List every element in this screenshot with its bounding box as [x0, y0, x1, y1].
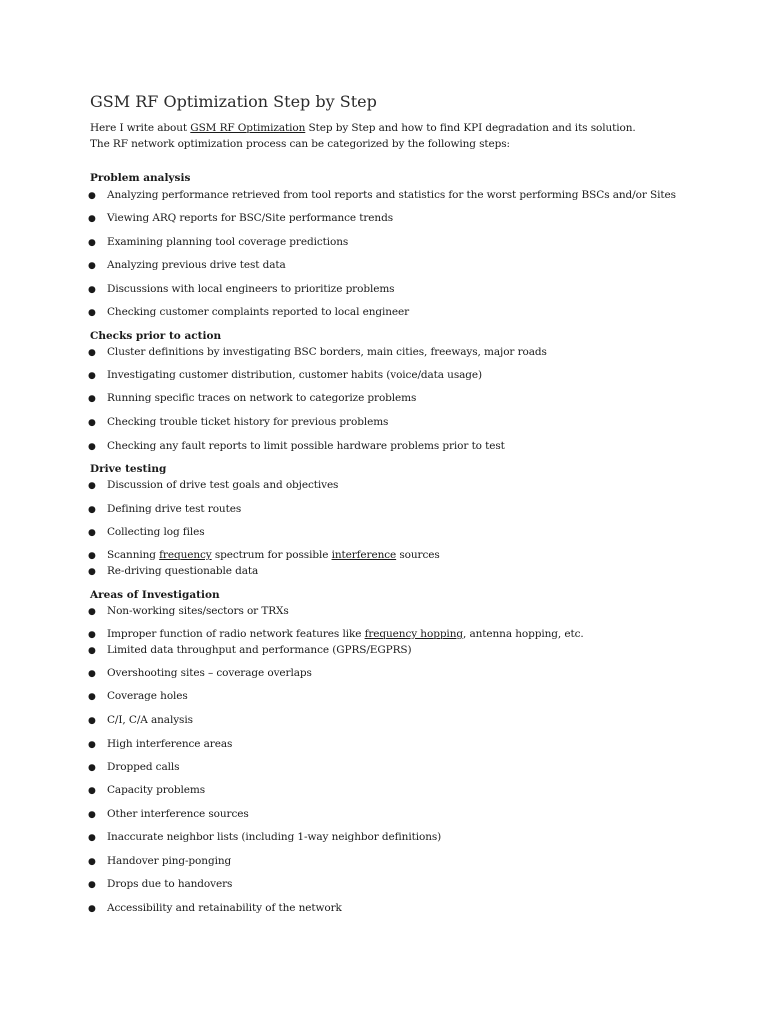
bullet-icon: ● [88, 348, 96, 358]
list-item: ● Other interference sources [88, 808, 249, 820]
bullet-icon: ● [88, 786, 96, 796]
bullet-icon: ● [88, 394, 96, 404]
list-item: ● Capacity problems [88, 784, 206, 796]
bullet-icon: ● [88, 371, 96, 381]
bullet-icon: ● [88, 442, 96, 452]
list-item: ● Coverage holes [88, 690, 188, 702]
list-item: ● Checking any fault reports to limit possible hardware problems prior to test [88, 440, 505, 452]
bullet-icon: ● [88, 857, 96, 867]
bullet-icon: ● [88, 833, 96, 843]
bullet-icon: ● [88, 528, 96, 538]
bullet-icon: ● [88, 630, 96, 640]
bullet-icon: ● [88, 669, 96, 679]
list-item: ● Analyzing previous drive test data [88, 259, 286, 271]
bullet-icon: ● [88, 551, 96, 561]
section-heading-checks-prior: Checks prior to action [90, 330, 222, 342]
list-item: ● Improper function of radio network features like frequency hopping, antenna hopping, etc. [88, 628, 584, 640]
intro-line-2: The RF network optimization process can be categorized by the following steps: [90, 138, 510, 150]
bullet-icon: ● [88, 214, 96, 224]
interference-link[interactable]: interference [331, 549, 397, 561]
list-item: ● Handover ping-ponging [88, 855, 232, 867]
bullet-icon: ● [88, 285, 96, 295]
list-item: ● Viewing ARQ reports for BSC/Site performance trends [88, 212, 393, 224]
bullet-icon: ● [88, 692, 96, 702]
list-item: ● Discussion of drive test goals and objectives [88, 479, 339, 491]
list-item: ● Examining planning tool coverage predictions [88, 236, 349, 248]
list-item: ● Checking customer complaints reported to local engineer [88, 306, 410, 318]
intro-line-1 [90, 122, 636, 134]
list-item: ● High interference areas [88, 738, 233, 750]
list-item: ● Discussions with local engineers to prioritize problems [88, 283, 395, 295]
bullet-icon: ● [88, 880, 96, 890]
bullet-icon: ● [88, 646, 96, 656]
bullet-icon: ● [88, 716, 96, 726]
list-item: ● C/I, C/A analysis [88, 714, 193, 726]
list-item: ● Overshooting sites – coverage overlaps [88, 667, 312, 679]
list-item: ● Re-driving questionable data [88, 565, 259, 577]
intro-text-post: Step by Step and how to find KPI degradation and its solution. [305, 122, 636, 134]
list-item: ● Collecting log files [88, 526, 205, 538]
bullet-icon: ● [88, 261, 96, 271]
intro-text-pre: Here I write about [90, 122, 191, 134]
section-heading-problem-analysis: Problem analysis [90, 172, 191, 184]
frequency-hopping-link[interactable]: frequency hopping [364, 628, 463, 640]
list-item: ● Dropped calls [88, 761, 180, 773]
bullet-icon: ● [88, 308, 96, 318]
list-item: ● Non-working sites/sectors or TRXs [88, 605, 289, 617]
list-item: ● Investigating customer distribution, customer habits (voice/data usage) [88, 369, 483, 381]
bullet-icon: ● [88, 810, 96, 820]
list-item: ● Drops due to handovers [88, 878, 233, 890]
bullet-icon: ● [88, 763, 96, 773]
list-item: ● Checking trouble ticket history for previous problems [88, 416, 389, 428]
gsm-rf-optimization-link[interactable]: GSM RF Optimization [190, 122, 306, 134]
list-item: ● Cluster definitions by investigating BSC borders, main cities, freeways, major roads [88, 346, 547, 358]
list-item: ● Inaccurate neighbor lists (including 1-way neighbor definitions) [88, 831, 442, 843]
list-item: ● Scanning frequency spectrum for possible interference sources [88, 549, 440, 561]
bullet-icon: ● [88, 740, 96, 750]
bullet-icon: ● [88, 904, 96, 914]
bullet-icon: ● [88, 481, 96, 491]
list-item: ● Limited data throughput and performance (GPRS/EGPRS) [88, 644, 412, 656]
frequency-link[interactable]: frequency [159, 549, 212, 561]
list-item: ● Running specific traces on network to categorize problems [88, 392, 417, 404]
bullet-icon: ● [88, 238, 96, 248]
section-heading-drive-testing: Drive testing [90, 463, 167, 475]
page-title: GSM RF Optimization Step by Step [90, 92, 377, 111]
bullet-icon: ● [88, 567, 96, 577]
bullet-icon: ● [88, 607, 96, 617]
bullet-icon: ● [88, 505, 96, 515]
list-item: ● Defining drive test routes [88, 503, 242, 515]
list-item: ● Analyzing performance retrieved from tool reports and statistics for the worst performing BSCs and/or Sites [88, 189, 676, 201]
section-heading-areas-of-investigation: Areas of Investigation [90, 589, 220, 601]
bullet-icon: ● [88, 191, 96, 201]
list-item: ● Accessibility and retainability of the network [88, 902, 342, 914]
bullet-icon: ● [88, 418, 96, 428]
